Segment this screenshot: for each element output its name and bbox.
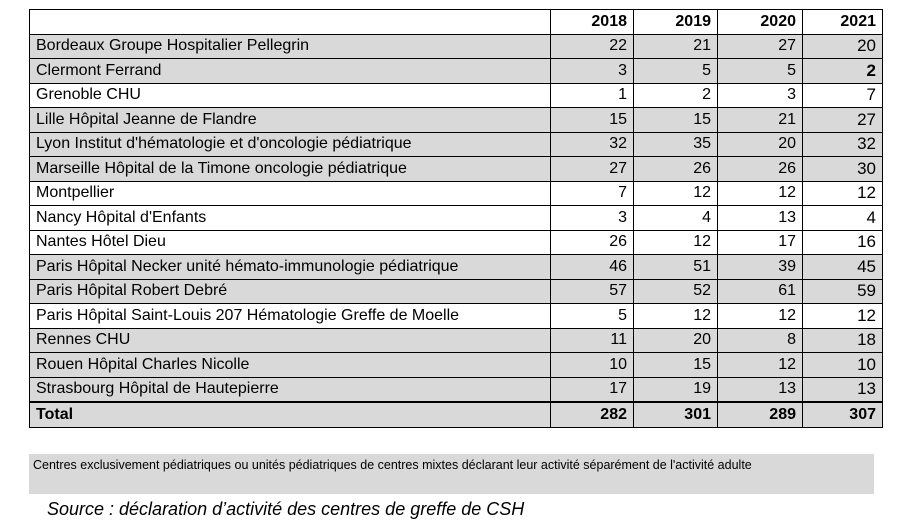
value-cell-2019: 4 bbox=[634, 206, 718, 231]
total-row bbox=[30, 402, 883, 427]
value-cell-2018: 7 bbox=[551, 181, 634, 206]
centre-name-cell: Nancy Hôpital d'Enfants bbox=[30, 206, 551, 231]
value-cell-2020: 5 bbox=[718, 59, 803, 84]
total-value-2019: 301 bbox=[634, 402, 718, 427]
value-cell-2019: 51 bbox=[634, 255, 718, 280]
header-year-2020: 2020 bbox=[718, 10, 803, 35]
source-caption: Source : déclaration d’activité des centres de greffe de CSH bbox=[47, 499, 525, 519]
value-cell-2021: 45 bbox=[803, 255, 883, 280]
centre-name-cell: Rouen Hôpital Charles Nicolle bbox=[30, 353, 551, 378]
table-row bbox=[30, 83, 883, 108]
table-row bbox=[30, 353, 883, 378]
value-cell-2019: 19 bbox=[634, 377, 718, 402]
value-cell-2020: 3 bbox=[718, 83, 803, 108]
value-cell-2020: 12 bbox=[718, 304, 803, 329]
table-row bbox=[30, 304, 883, 329]
value-cell-2020: 39 bbox=[718, 255, 803, 280]
value-cell-2019: 21 bbox=[634, 34, 718, 59]
centre-name-cell: Paris Hôpital Robert Debré bbox=[30, 279, 551, 304]
centre-name-cell: Strasbourg Hôpital de Hautepierre bbox=[30, 377, 551, 402]
value-cell-2018: 46 bbox=[551, 255, 634, 280]
value-cell-2020: 20 bbox=[718, 132, 803, 157]
table-row bbox=[30, 34, 883, 59]
value-cell-2019: 20 bbox=[634, 328, 718, 353]
centre-name-cell: Paris Hôpital Necker unité hémato-immunologie pédiatrique bbox=[30, 255, 551, 280]
table-row bbox=[30, 255, 883, 280]
centre-name-cell: Grenoble CHU bbox=[30, 83, 551, 108]
value-cell-2020: 12 bbox=[718, 181, 803, 206]
centre-name-cell: Clermont Ferrand bbox=[30, 59, 551, 84]
value-cell-2019: 15 bbox=[634, 108, 718, 133]
value-cell-2018: 32 bbox=[551, 132, 634, 157]
value-cell-2019: 35 bbox=[634, 132, 718, 157]
centre-name-cell: Lyon Institut d'hématologie et d'oncologie pédiatrique bbox=[30, 132, 551, 157]
centre-name-cell: Bordeaux Groupe Hospitalier Pellegrin bbox=[30, 34, 551, 59]
header-blank-cell bbox=[30, 10, 551, 35]
value-cell-2018: 3 bbox=[551, 206, 634, 231]
value-cell-2021: 13 bbox=[803, 377, 883, 402]
value-cell-2018: 57 bbox=[551, 279, 634, 304]
value-cell-2018: 27 bbox=[551, 157, 634, 182]
value-cell-2021: 10 bbox=[803, 353, 883, 378]
centre-name-cell: Montpellier bbox=[30, 181, 551, 206]
value-cell-2021: 4 bbox=[803, 206, 883, 231]
value-cell-2018: 3 bbox=[551, 59, 634, 84]
value-cell-2020: 21 bbox=[718, 108, 803, 133]
total-value-2021: 307 bbox=[803, 402, 883, 427]
value-cell-2020: 13 bbox=[718, 377, 803, 402]
table-row bbox=[30, 181, 883, 206]
value-cell-2021: 2 bbox=[803, 59, 883, 84]
value-cell-2020: 13 bbox=[718, 206, 803, 231]
value-cell-2020: 26 bbox=[718, 157, 803, 182]
value-cell-2020: 8 bbox=[718, 328, 803, 353]
table-row bbox=[30, 230, 883, 255]
centre-name-cell: Marseille Hôpital de la Timone oncologie pédiatrique bbox=[30, 157, 551, 182]
value-cell-2021: 12 bbox=[803, 304, 883, 329]
table-row bbox=[30, 108, 883, 133]
value-cell-2019: 52 bbox=[634, 279, 718, 304]
value-cell-2021: 18 bbox=[803, 328, 883, 353]
value-cell-2018: 11 bbox=[551, 328, 634, 353]
value-cell-2018: 10 bbox=[551, 353, 634, 378]
value-cell-2019: 26 bbox=[634, 157, 718, 182]
centre-name-cell: Nantes Hôtel Dieu bbox=[30, 230, 551, 255]
value-cell-2018: 26 bbox=[551, 230, 634, 255]
value-cell-2021: 7 bbox=[803, 83, 883, 108]
header-year-2021: 2021 bbox=[803, 10, 883, 35]
value-cell-2020: 61 bbox=[718, 279, 803, 304]
value-cell-2019: 5 bbox=[634, 59, 718, 84]
value-cell-2021: 32 bbox=[803, 132, 883, 157]
table-row bbox=[30, 59, 883, 84]
value-cell-2018: 17 bbox=[551, 377, 634, 402]
value-cell-2021: 27 bbox=[803, 108, 883, 133]
value-cell-2021: 16 bbox=[803, 230, 883, 255]
value-cell-2018: 5 bbox=[551, 304, 634, 329]
value-cell-2020: 27 bbox=[718, 34, 803, 59]
value-cell-2019: 2 bbox=[634, 83, 718, 108]
value-cell-2019: 12 bbox=[634, 230, 718, 255]
total-label-cell: Total bbox=[30, 402, 551, 427]
header-row bbox=[30, 10, 883, 35]
table-row bbox=[30, 328, 883, 353]
footnote-box bbox=[29, 454, 874, 494]
centre-name-cell: Lille Hôpital Jeanne de Flandre bbox=[30, 108, 551, 133]
table-row bbox=[30, 279, 883, 304]
centre-name-cell: Rennes CHU bbox=[30, 328, 551, 353]
table-row bbox=[30, 377, 883, 402]
value-cell-2020: 12 bbox=[718, 353, 803, 378]
table-row bbox=[30, 206, 883, 231]
header-year-2019: 2019 bbox=[634, 10, 718, 35]
value-cell-2019: 12 bbox=[634, 181, 718, 206]
table-row bbox=[30, 132, 883, 157]
value-cell-2018: 22 bbox=[551, 34, 634, 59]
value-cell-2019: 12 bbox=[634, 304, 718, 329]
total-value-2020: 289 bbox=[718, 402, 803, 427]
value-cell-2018: 15 bbox=[551, 108, 634, 133]
value-cell-2021: 20 bbox=[803, 34, 883, 59]
transplant-activity-table bbox=[29, 9, 883, 428]
header-year-2018: 2018 bbox=[551, 10, 634, 35]
value-cell-2021: 59 bbox=[803, 279, 883, 304]
table-row bbox=[30, 157, 883, 182]
centre-name-cell: Paris Hôpital Saint-Louis 207 Hématologie Greffe de Moelle bbox=[30, 304, 551, 329]
value-cell-2021: 30 bbox=[803, 157, 883, 182]
total-value-2018: 282 bbox=[551, 402, 634, 427]
value-cell-2020: 17 bbox=[718, 230, 803, 255]
footnote-text: Centres exclusivement pédiatriques ou unités pédiatriques de centres mixtes déclarant leur activité séparément de l'activité adulte bbox=[33, 458, 752, 472]
value-cell-2018: 1 bbox=[551, 83, 634, 108]
value-cell-2021: 12 bbox=[803, 181, 883, 206]
table-body bbox=[30, 34, 883, 427]
value-cell-2019: 15 bbox=[634, 353, 718, 378]
